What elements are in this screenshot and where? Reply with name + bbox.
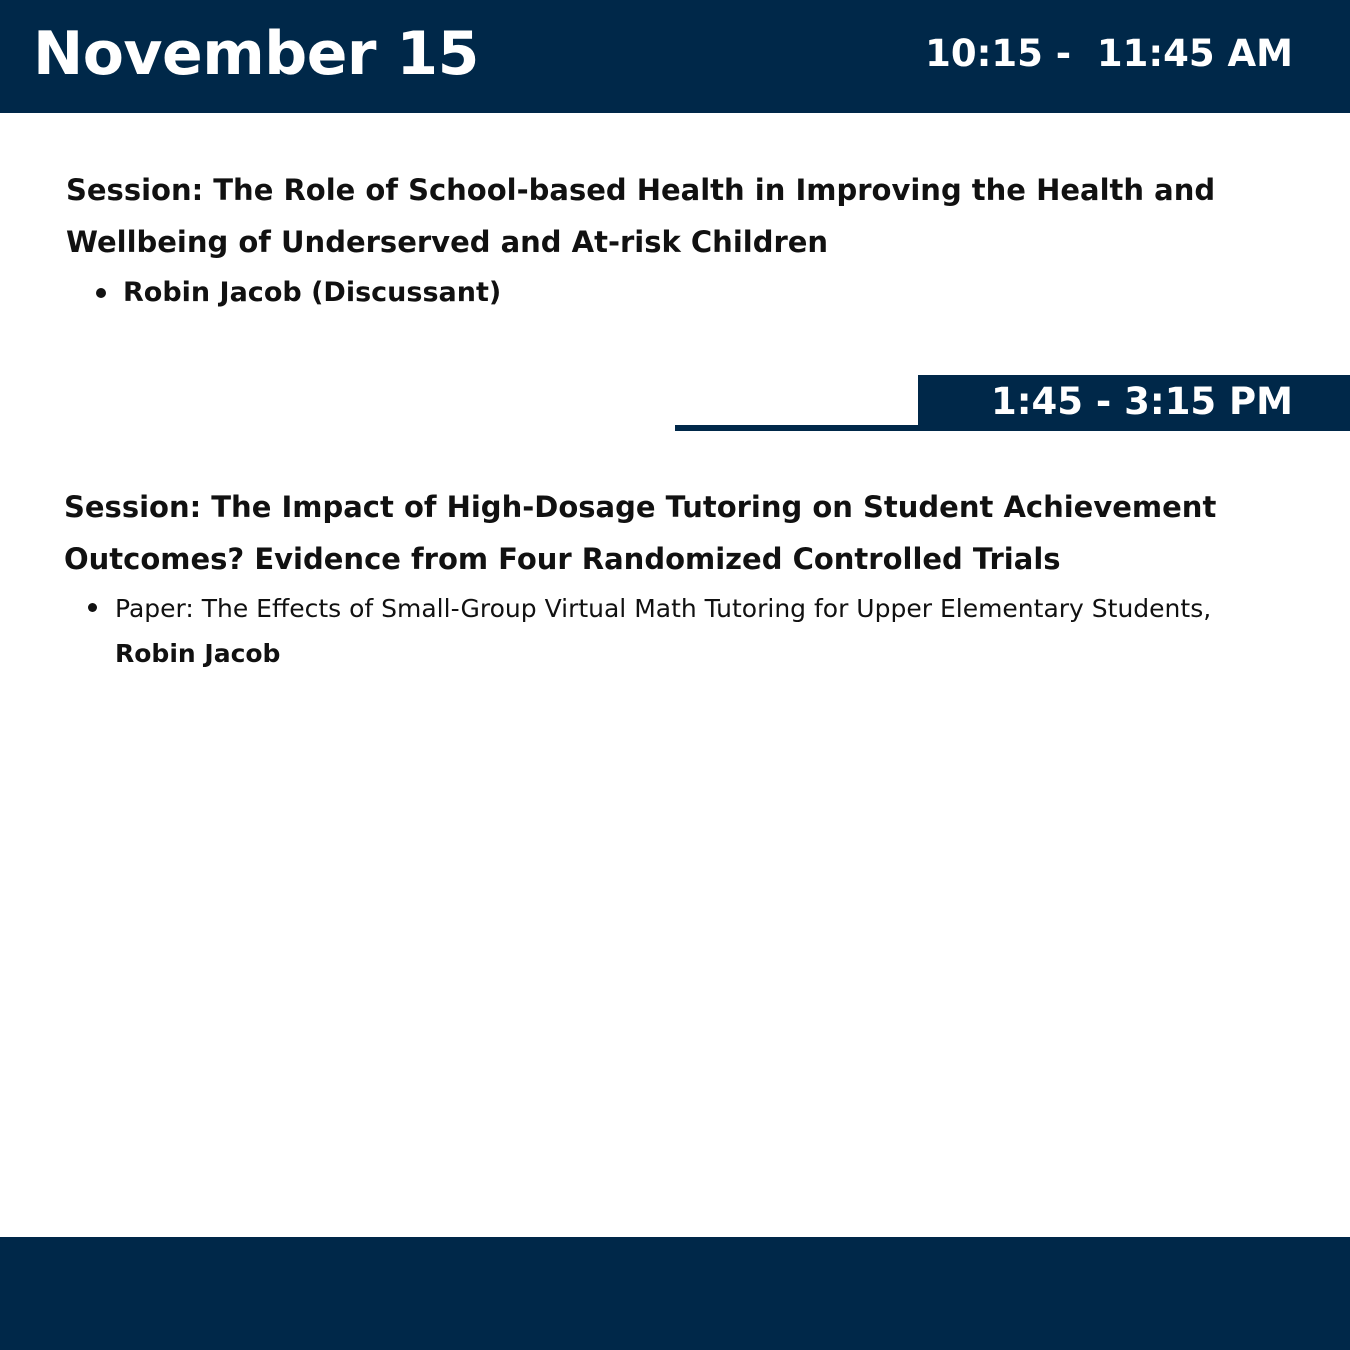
session-title: Session: The Impact of High-Dosage Tutoring on Student Achievement Outcomes? Evidence from Four Randomized Controlled Trials: [64, 490, 1217, 576]
paper-author: Robin Jacob: [115, 639, 281, 668]
bullet-icon: [88, 603, 97, 612]
time-band: [918, 375, 1350, 431]
session-time-afternoon: 1:45 - 3:15 PM: [991, 380, 1293, 423]
participant-name: Robin Jacob (Discussant): [123, 277, 502, 308]
session-papers-list: [115, 586, 1275, 676]
bullet-icon: [96, 288, 106, 298]
footer-bar: [0, 1237, 1350, 1350]
list-item: [115, 586, 1275, 676]
session-time-morning: 10:15 - 11:45 AM: [925, 32, 1293, 75]
list-item: [123, 270, 501, 316]
session-participants-list: [123, 270, 501, 316]
date-title: November 15: [33, 19, 479, 89]
session-title: Session: The Role of School-based Health in Improving the Health and Wellbeing of Underserved and At-risk Children: [66, 173, 1216, 259]
paper-title: Paper: The Effects of Small-Group Virtual Math Tutoring for Upper Elementary Students,: [115, 594, 1212, 623]
header-bar: [0, 0, 1350, 113]
